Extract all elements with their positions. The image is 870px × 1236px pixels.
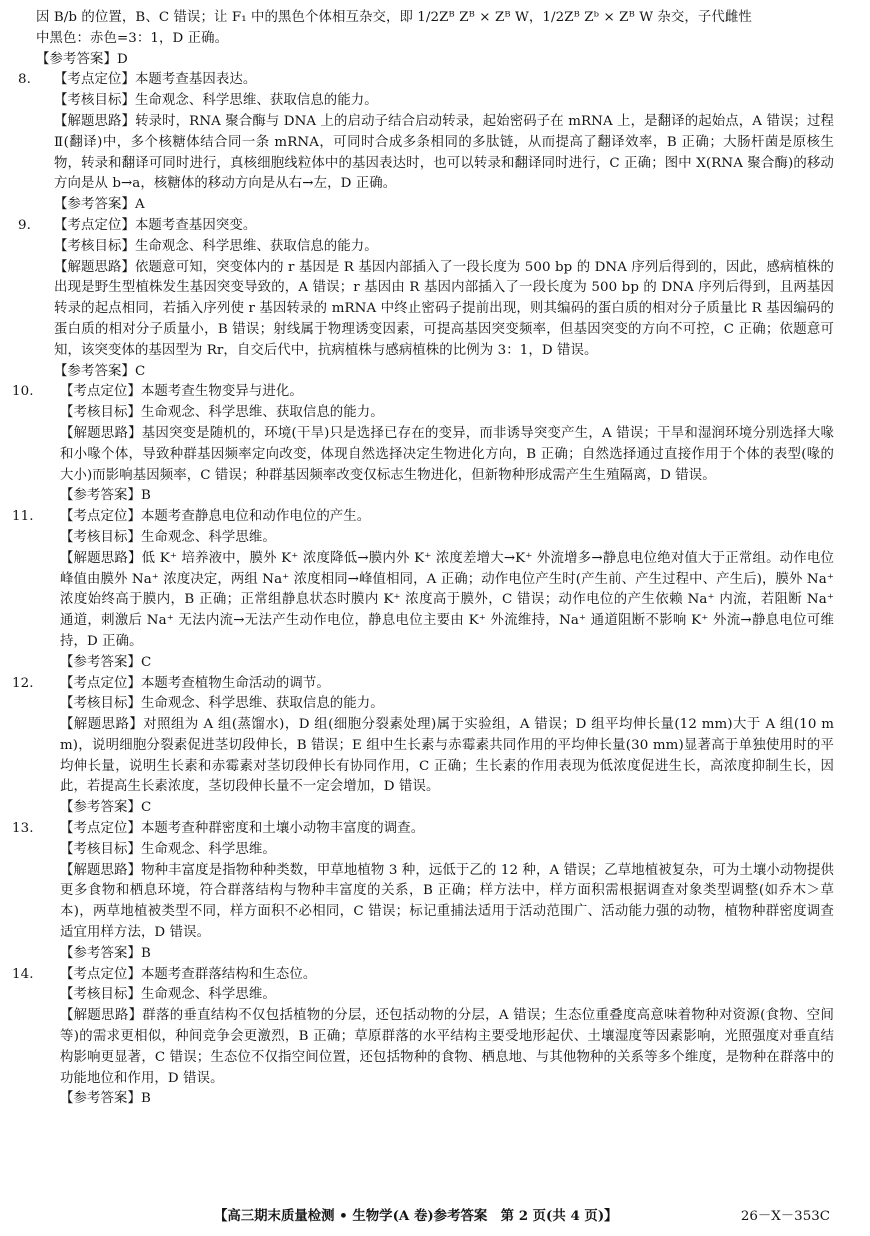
question-14-target: 【考核目标】生命观念、科学思维。 [60, 987, 276, 1003]
question-12-target: 【考核目标】生命观念、科学思维、获取信息的能力。 [60, 696, 384, 712]
question-14-point: 14. 【考点定位】本题考查群落结构和生态位。 [36, 965, 834, 986]
question-9-target: 【考核目标】生命观念、科学思维、获取信息的能力。 [54, 238, 378, 254]
question-number: 13. [12, 821, 34, 837]
question-8-analysis: 【解题思路】转录时，RNA 聚合酶与 DNA 上的启动子结合启动转录，起始密码子在 mRNA 上，是翻译的起始点，A 错误；过程Ⅱ(翻译)中，多个核糖体结合同一条 mRNA，可同时合成多条相同的多肽链，从而提高了翻译效率，B 正确；大肠杆菌是原核生物，转录和翻译可同时进行，真核细胞线粒体中的基因表达时，也可以转录和翻译同时进行，C 正确；图中 X(RNA 聚合酶)的移动方向是从 b→a，核糖体的移动方向是从右→左，D 正确。 [54, 113, 834, 192]
footer-code: 26－X－353C [740, 1209, 830, 1224]
question-13-point: 13. 【考点定位】本题考查种群密度和土壤小动物丰富度的调查。 [36, 819, 834, 840]
footer-title: 【高三期末质量检测 • 生物学(A 卷)参考答案 第 2 页(共 4 页)】 [214, 1208, 618, 1224]
question-12 [12, 674, 834, 820]
intro-answer: 【参考答案】D [36, 51, 128, 67]
question-14-analysis: 【解题思路】群落的垂直结构不仅包括植物的分层，还包括动物的分层，A 错误；生态位重叠度高意味着物种对资源(食物、空间等)的需求更相似，种间竞争会更激烈，B 正确；草原群落的水平结构主要受地形起伏、土壤湿度等因素影响，光照强度对垂直结构影响更显著，C 错误；生态位不仅指空间位置，还包括物种的食物、栖息地、与其他物种的关系等多个维度，是物种在群落中的功能地位和作用，D 错误。 [60, 1008, 834, 1086]
question-13 [12, 819, 834, 965]
question-number: 10. [12, 384, 34, 400]
question-14 [12, 965, 834, 1111]
intro-line-1: 因 B/b 的位置，B、C 错误；让 F₁ 中的黑色个体相互杂交，即 1/2Zᴮ Zᴮ × Zᴮ W，1/2Zᴮ Zᵇ × Zᴮ W 杂交，子代雌性 [36, 10, 752, 25]
question-14-answer: 【参考答案】B [60, 1091, 151, 1107]
question-8 [18, 70, 834, 216]
intro-section [36, 8, 834, 70]
question-13-analysis: 【解题思路】物种丰富度是指物种种类数，甲草地植物 3 种，远低于乙的 12 种，A 错误；乙草地植被复杂，可为土壤小动物提供更多食物和栖息环境，符合群落结构与物种丰富度的关系，B 正确；样方法中，样方面积需根据调查对象类型调整(如乔木＞草本)，两草地植被类型不同，样方面积不必相同，C 错误；标记重捕法适用于活动范围广、活动能力强的动物，植物种群密度调查适宜用样方法，D 错误。 [60, 862, 834, 941]
question-10-analysis: 【解题思路】基因突变是随机的，环境(干旱)只是选择已存在的变异，而非诱导突变产生，A 错误；干旱和湿润环境分别选择大喙和小喙个体，导致种群基因频率定向改变，体现自然选择决定生物进化方向，B 正确；自然选择通过直接作用于个体的表型(喙的大小)而影响基因频率，C 错误；种群基因频率改变仅标志生物进化，但新物种形成需产生生殖隔离，D 错误。 [60, 425, 834, 483]
question-number: 14. [12, 966, 34, 982]
page-footer [0, 1205, 870, 1227]
question-13-target: 【考核目标】生命观念、科学思维。 [60, 841, 276, 857]
question-10 [12, 382, 834, 507]
question-10-point: 10. 【考点定位】本题考查生物变异与进化。 [36, 382, 834, 403]
question-9-answer: 【参考答案】C [54, 363, 146, 379]
question-11-answer: 【参考答案】C [60, 654, 152, 670]
question-number: 8. [18, 72, 31, 88]
question-12-analysis: 【解题思路】对照组为 A 组(蒸馏水)，D 组(细胞分裂素处理)属于实验组，A 错误；D 组平均伸长量(12 mm)大于 A 组(10 mm)，说明细胞分裂素促进茎切段伸长，B 错误；E 组中生长素与赤霉素共同作用的平均伸长量(30 mm)显著高于单独使用时的平均伸长量，说明生长素和赤霉素对茎切段伸长有协同作用，C 正确；生长素的作用表现为低浓度促进生长，高浓度抑制生长，因此，若提高生长素浓度，茎切段伸长量不一定会增加，D 错误。 [60, 717, 834, 795]
question-11-target: 【考核目标】生命观念、科学思维。 [60, 529, 276, 545]
question-8-answer: 【参考答案】A [54, 197, 145, 213]
intro-line-2: 中黑色：赤色=3：1，D 正确。 [36, 30, 229, 46]
question-11-analysis: 【解题思路】低 K⁺ 培养液中，膜外 K⁺ 浓度降低→膜内外 K⁺ 浓度差增大→K⁺ 外流增多→静息电位绝对值大于正常组。动作电位峰值由膜外 Na⁺ 浓度决定，两组 Na⁺ 浓度相同→峰值相同，A 正确；动作电位产生时(产生前、产生过程中、产生后)，膜外 Na⁺ 浓度始终高于膜内，B 正确；正常组静息状态时膜内 K⁺ 浓度高于膜外，C 错误；动作电位的产生依赖 Na⁺ 内流，若阻断 Na⁺ 通道，刺激后 Na⁺ 无法内流→无法产生动作电位，静息电位主要由 K⁺ 外流维持，Na⁺ 通道阻断不影响 K⁺ 外流→静息电位可维持，D 正确。 [60, 550, 834, 649]
question-9-point: 9. 【考点定位】本题考查基因突变。 [36, 216, 834, 237]
question-12-answer: 【参考答案】C [60, 800, 152, 816]
question-12-point: 12. 【考点定位】本题考查植物生命活动的调节。 [36, 674, 834, 695]
question-number: 9. [18, 217, 31, 233]
question-11 [12, 507, 834, 673]
question-9-analysis: 【解题思路】依题意可知，突变体内的 r 基因是 R 基因内部插入了一段长度为 500 bp 的 DNA 序列后得到的，因此，感病植株的出现是野生型植株发生基因突变导致的，A 错误；r 基因由 R 基因内部插入了一段长度为 500 bp 的 DNA 序列后得到，且两基因转录的起点相同，若插入序列使 r 基因转录的 mRNA 中终止密码子提前出现，则其编码的蛋白质的相对分子质量比 R 基因编码的蛋白质的相对分子质量小，B 错误；射线属于物理诱变因素，可提高基因突变频率，但基因突变的方向不可控，C 正确；依题意可知，该突变体的基因型为 Rr，自交后代中，抗病植株与感病植株的比例为 3：1，D 错误。 [54, 259, 834, 358]
question-13-answer: 【参考答案】B [60, 945, 151, 961]
question-9 [18, 216, 834, 382]
question-10-target: 【考核目标】生命观念、科学思维、获取信息的能力。 [60, 405, 384, 421]
question-number: 12. [12, 675, 34, 691]
question-11-point: 11. 【考点定位】本题考查静息电位和动作电位的产生。 [36, 507, 834, 528]
question-10-answer: 【参考答案】B [60, 488, 151, 504]
question-8-target: 【考核目标】生命观念、科学思维、获取信息的能力。 [54, 93, 378, 109]
question-number: 11. [12, 509, 34, 525]
question-8-point: 8. 【考点定位】本题考查基因表达。 [36, 70, 834, 91]
